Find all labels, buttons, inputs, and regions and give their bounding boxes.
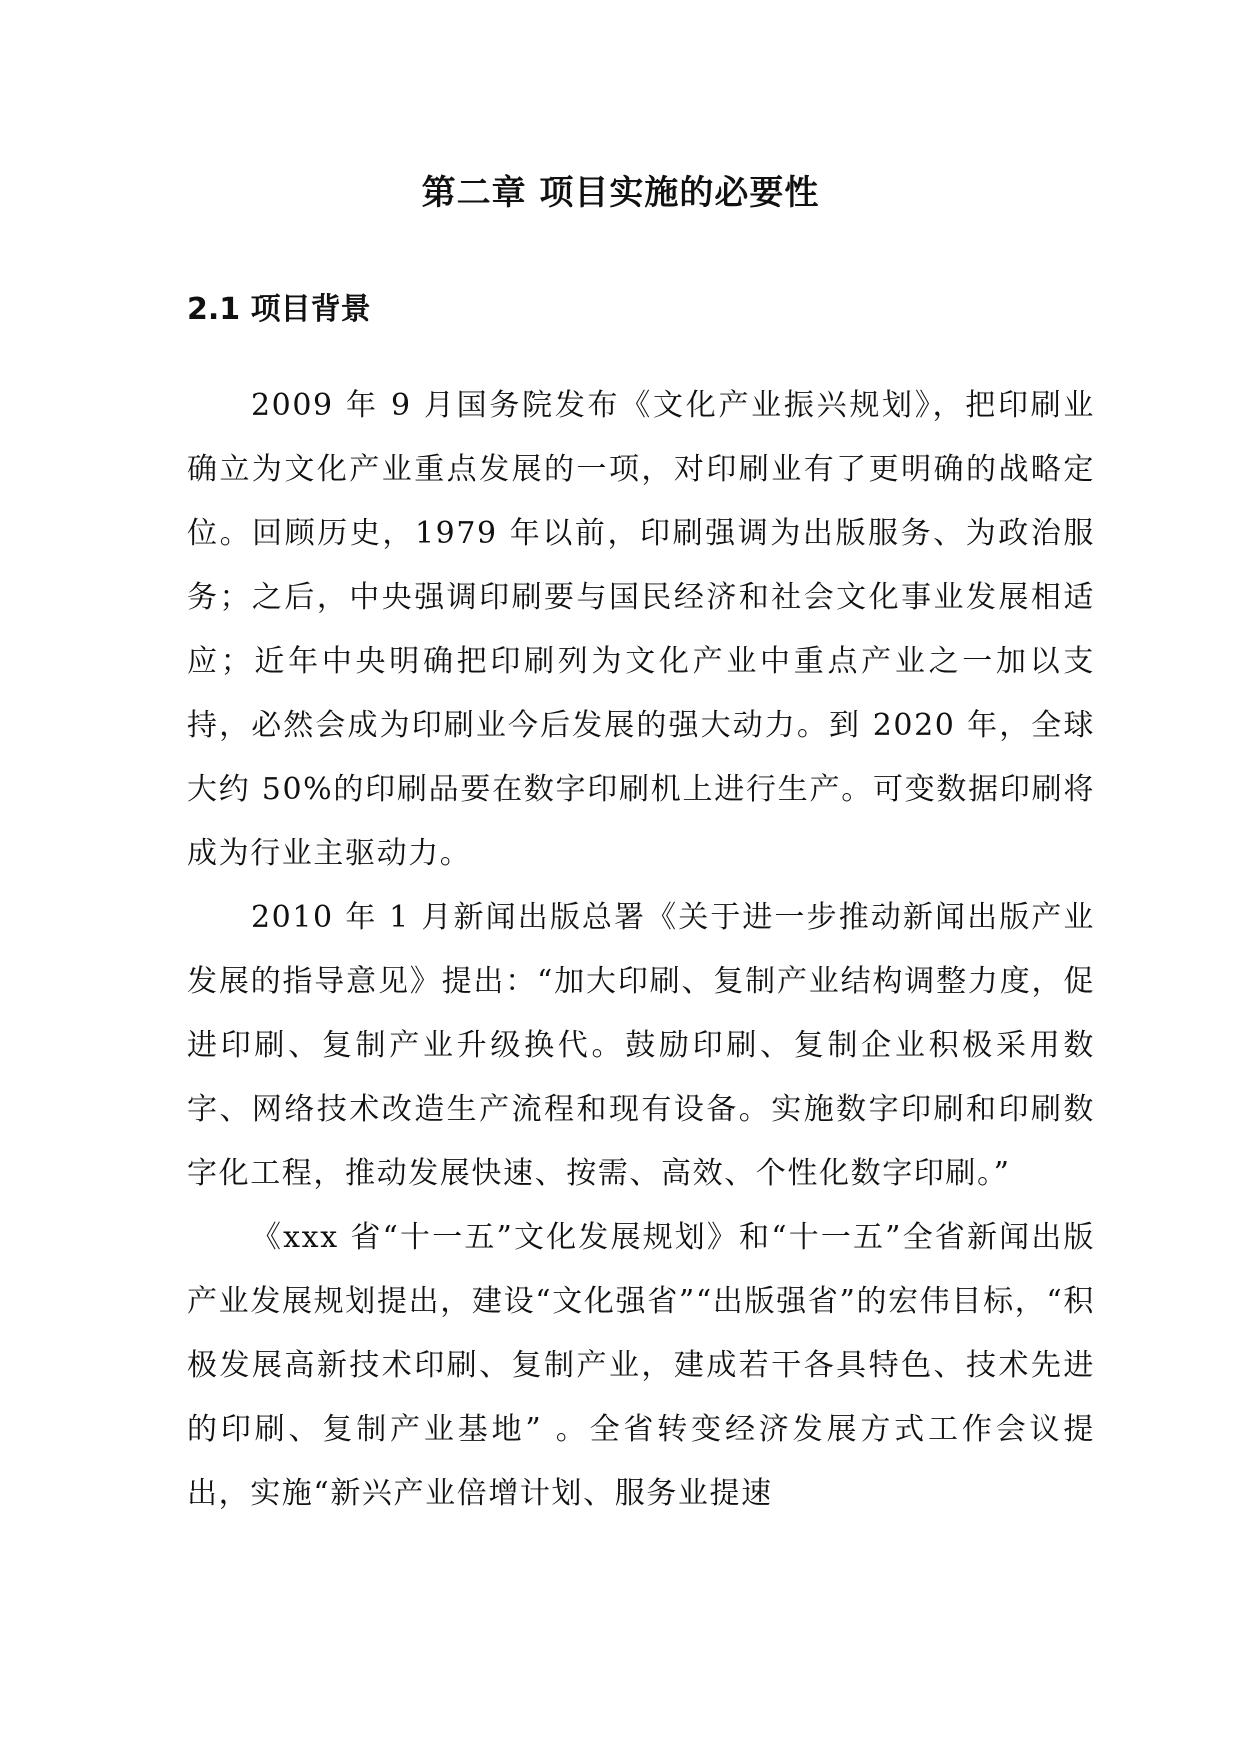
paragraph-2: 2010 年 1 月新闻出版总署《关于进一步推动新闻出版产业发展的指导意见》提出：“加大印刷、复制产业结构调整力度，促进印刷、复制产业升级换代。鼓励印刷、复制企业积极采用数字、网络技术改造生产流程和现有设备。实施数字印刷和印刷数字化工程，推动发展快速、按需、高效、个性化数字印刷。”: [187, 900, 1095, 1191]
chapter-title: 第二章 项目实施的必要性: [421, 173, 820, 213]
section-title: 2.1 项目背景: [187, 292, 371, 327]
paragraph-1: 2009 年 9 月国务院发布《文化产业振兴规划》，把印刷业确立为文化产业重点发展的一项，对印刷业有了更明确的战略定位。回顾历史，1979 年以前，印刷强调为出版服务、为政治服务；之后，中央强调印刷要与国民经济和社会文化事业发展相适应；近年中央明确把印刷列为文化产业中重点产业之一加以支持，必然会成为印刷业今后发展的强大动力。到 2020 年，全球大约 50%的印刷品要在数字印刷机上进行生产。可变数据印刷将成为行业主驱动力。: [187, 388, 1095, 871]
paragraph-3: 《xxx 省“十一五”文化发展规划》和“十一五”全省新闻出版产业发展规划提出，建设“文化强省”“出版强省”的宏伟目标，“积极发展高新技术印刷、复制产业，建成若干各具特色、技术先进的印刷、复制产业基地” 。全省转变经济发展方式工作会议提出，实施“新兴产业倍增计划、服务业提速: [187, 1220, 1095, 1511]
body-text: [187, 374, 1095, 1526]
